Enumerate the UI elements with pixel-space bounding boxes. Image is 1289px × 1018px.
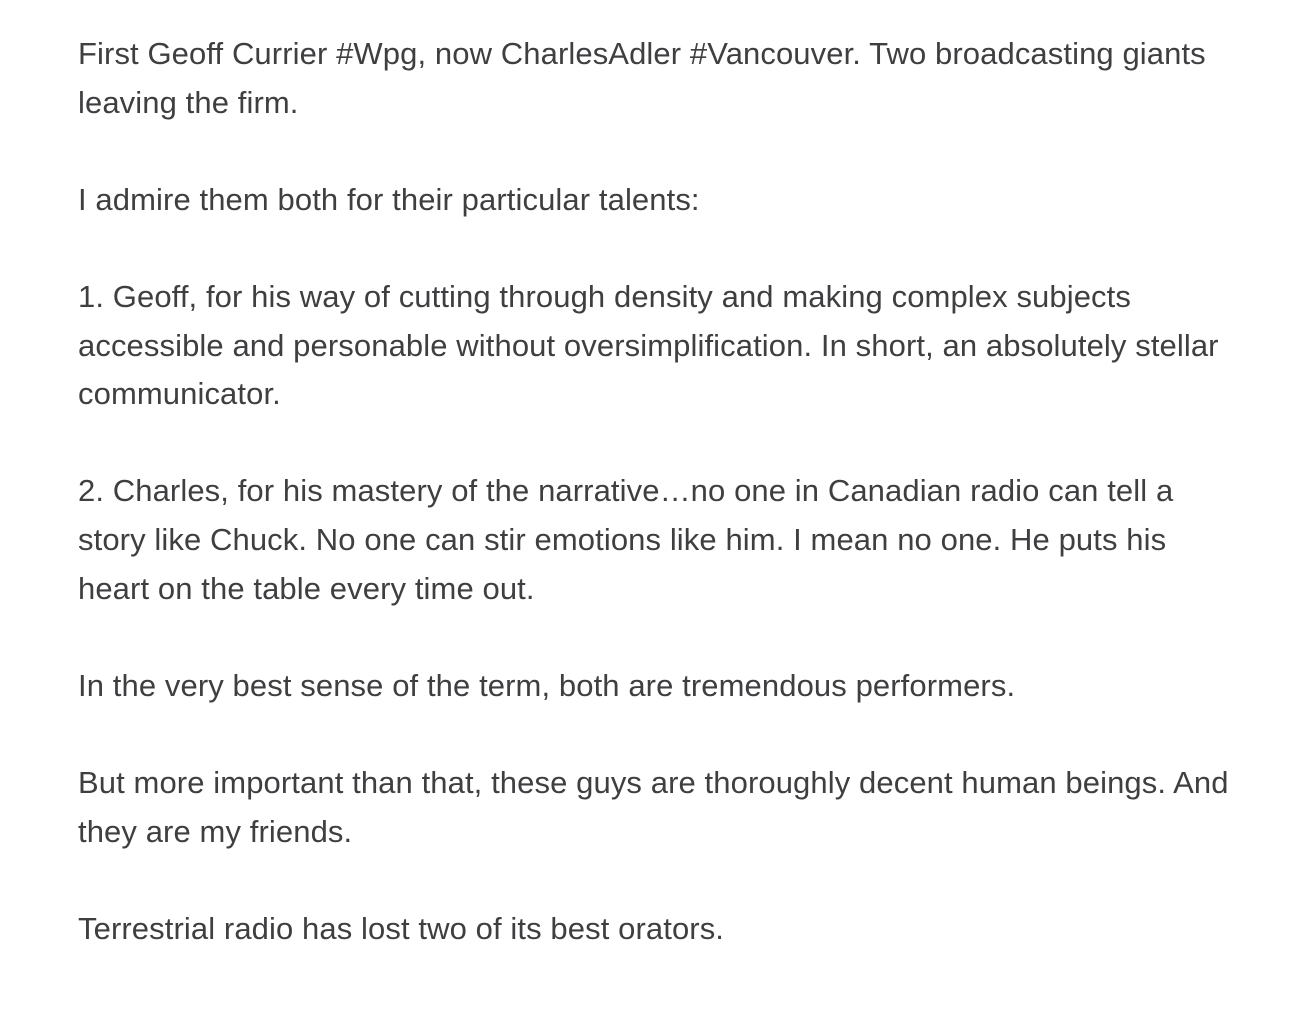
paragraph-friends: But more important than that, these guys are thoroughly decent human beings. And they are my friends. xyxy=(78,764,1229,849)
note-body xyxy=(78,30,1238,953)
paragraph-closing: Terrestrial radio has lost two of its best orators. xyxy=(78,910,725,946)
paragraph-charles: 2. Charles, for his mastery of the narrative…no one in Canadian radio can tell a story like Chuck. No one can stir emotions like him. I mean no one. He puts his heart on the table every time out. xyxy=(78,473,1174,606)
paragraph-intro: First Geoff Currier #Wpg, now CharlesAdler #Vancouver. Two broadcasting giants leaving the firm. xyxy=(78,36,1206,120)
paragraph-performers: In the very best sense of the term, both are tremendous performers. xyxy=(78,667,1016,703)
paragraph-geoff: 1. Geoff, for his way of cutting through density and making complex subjects accessible and personable without oversimplification. In short, an absolutely stellar communicator. xyxy=(78,278,1219,412)
paragraph-admire: I admire them both for their particular talents: xyxy=(78,181,700,217)
